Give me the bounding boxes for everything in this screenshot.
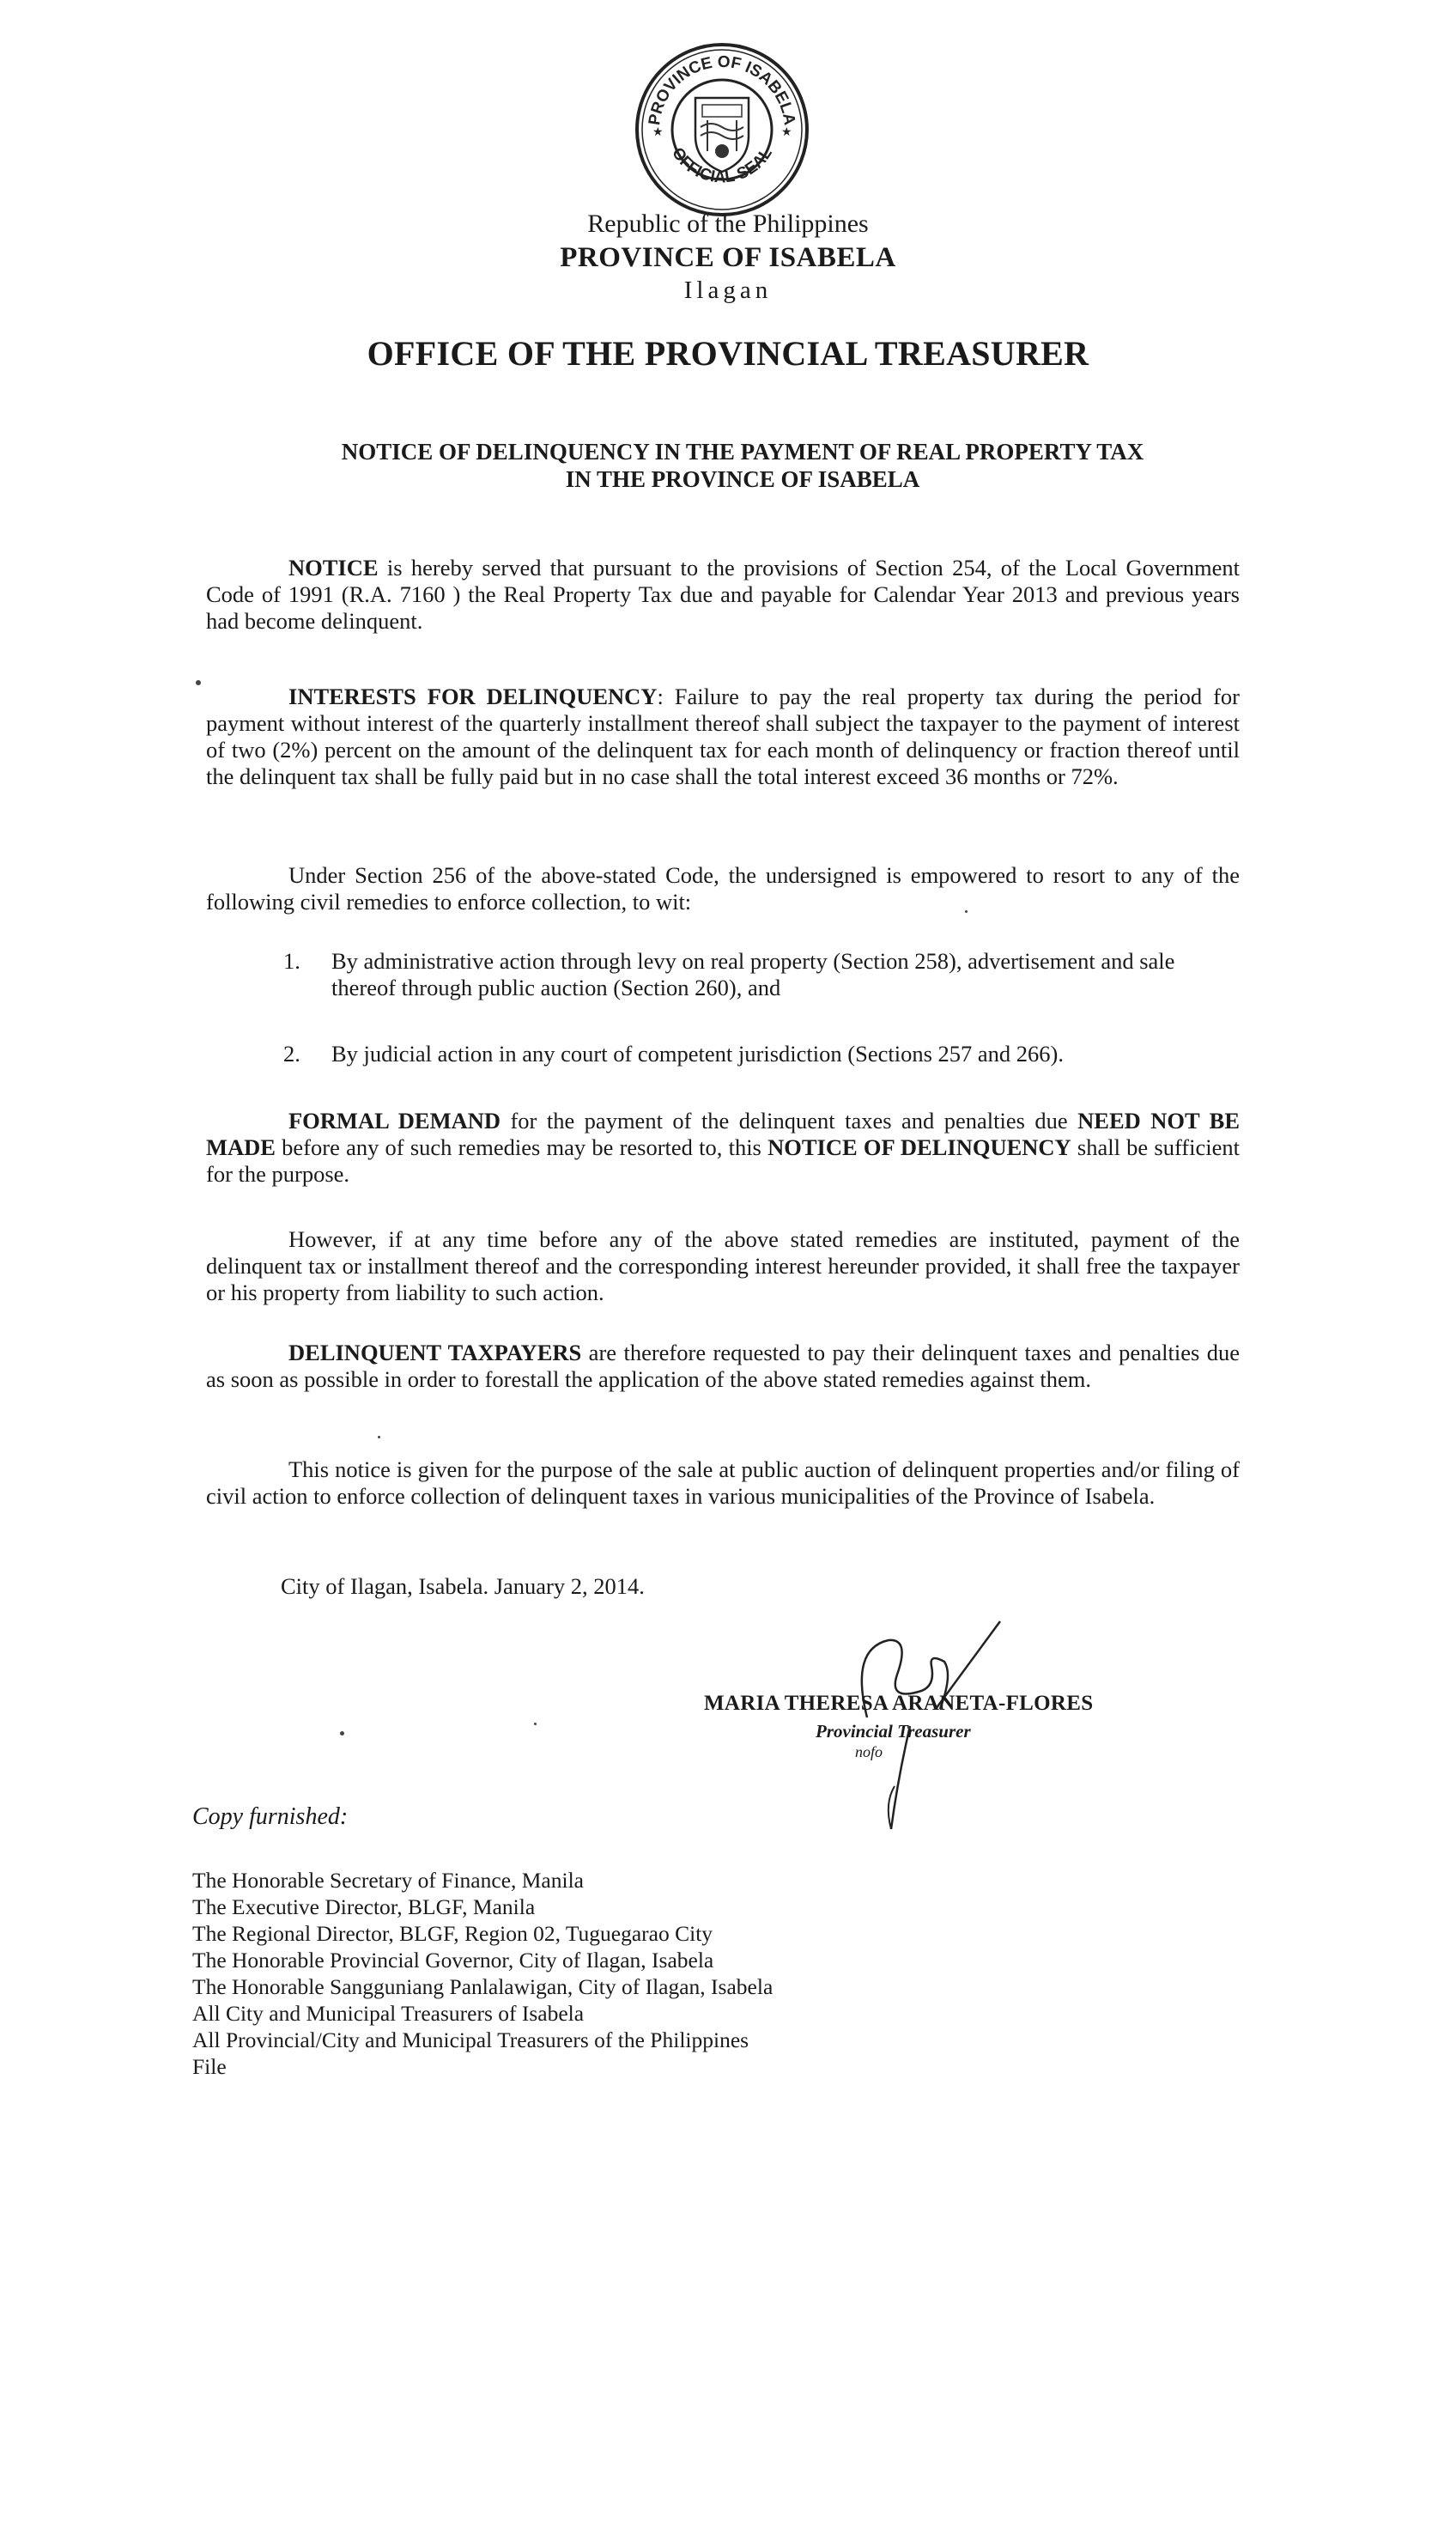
speck — [965, 910, 968, 913]
province-seal-icon — [634, 41, 810, 218]
signer-title: Provincial Treasurer — [816, 1721, 971, 1742]
list-item: The Regional Director, BLGF, Region 02, Tuguegarao City — [192, 1921, 713, 1946]
remedy-item — [283, 1041, 1240, 1067]
paragraph-text: before any of such remedies may be resorted to, this — [275, 1134, 768, 1160]
list-item: File — [192, 2054, 227, 2079]
signer-name: MARIA THERESA ARANETA-FLORES — [704, 1692, 1094, 1715]
paragraph-notice — [206, 555, 1240, 635]
list-item: The Honorable Secretary of Finance, Manila — [192, 1868, 584, 1893]
bold-lead: DELINQUENT TAXPAYERS — [288, 1340, 582, 1365]
bold-lead: FORMAL DEMAND — [288, 1108, 501, 1134]
list-item: The Honorable Sangguniang Panlalawigan, City of Ilagan, Isabela — [192, 1974, 774, 1999]
svg-text:★: ★ — [781, 126, 792, 139]
office-title: OFFICE OF THE PROVINCIAL TREASURER — [367, 334, 1089, 373]
remedy-number: 1. — [283, 948, 300, 974]
list-item: The Executive Director, BLGF, Manila — [192, 1894, 536, 1919]
bold-phrase: NEED NOT BE MADE — [206, 1108, 1240, 1160]
province-name: PROVINCE OF ISABELA — [560, 242, 896, 273]
paragraph-delinquent-taxpayers — [206, 1340, 1240, 1393]
signer-initials: nofo — [855, 1743, 883, 1760]
list-item: All City and Municipal Treasurers of Isabela — [192, 2001, 585, 2026]
copy-furnished-label: Copy furnished: — [192, 1803, 349, 1830]
list-item: The Honorable Provincial Governor, City of Ilagan, Isabela — [192, 1948, 714, 1973]
speck — [340, 1731, 344, 1736]
paragraph-however: However, if at any time before any of the above stated remedies are instituted, payment of the delinquent tax or installment thereof and the corresponding interest hereunder provided, it shall free the taxpayer or his property from liability to such action. — [206, 1226, 1240, 1305]
svg-text:★: ★ — [652, 126, 664, 139]
paragraph-remedies-intro: Under Section 256 of the above-stated Code, the undersigned is empowered to resort to any of the following civil remedies to enforce collection, to wit: — [206, 862, 1240, 915]
paragraph-text: are therefore requested to pay their delinquent taxes and penalties due as soon as possible in order to forestall the application of the above stated remedies against them. — [206, 1340, 1240, 1392]
city-name: Ilagan — [683, 277, 773, 304]
notice-title — [249, 438, 1236, 493]
copy-furnished-list — [192, 1867, 773, 2080]
list-item: All Provincial/City and Municipal Treasurers of the Philippines — [192, 2027, 749, 2052]
remedy-text: By administrative action through levy on real property (Section 258), advertisement and sale thereof through public auction (Section 260), and — [331, 948, 1175, 1000]
notice-title-line-1: NOTICE OF DELINQUENCY IN THE PAYMENT OF REAL PROPERTY TAX — [341, 439, 1144, 465]
dateline: City of Ilagan, Isabela. January 2, 2014. — [281, 1573, 645, 1599]
notice-title-line-2: IN THE PROVINCE OF ISABELA — [565, 466, 920, 492]
seal-bottom-text: OFFICIAL SEAL — [668, 144, 776, 187]
paragraph-text: is hereby served that pursuant to the provisions of Section 254, of the Local Government Code of 1991 (R.A. 7160 ) the Real Property Tax due and payable for Calendar Year 2013 and previous years had become delinquent. — [206, 555, 1240, 634]
republic-line: Republic of the Philippines — [587, 210, 869, 238]
paragraph-formal-demand — [206, 1108, 1240, 1188]
paragraph-text: shall be sufficient for the purpose. — [206, 1134, 1240, 1187]
bold-phrase: NOTICE OF DELINQUENCY — [767, 1134, 1071, 1160]
signature-block — [704, 1614, 1185, 1838]
remedy-text: By judicial action in any court of competent jurisdiction (Sections 257 and 266). — [331, 1041, 1064, 1067]
paragraph-text: : Failure to pay the real property tax during the period for payment without interest of the quarterly installment thereof shall subject the taxpayer to the payment of interest of two (2%) percent on the amount of the delinquent tax for each month of delinquency or fraction thereof until the delinquent tax shall be fully paid but in no case shall the total interest exceed 36 months or 72%. — [206, 684, 1240, 789]
remedy-item — [283, 948, 1240, 1001]
speck — [378, 1436, 380, 1438]
remedy-number: 2. — [283, 1041, 300, 1067]
bold-lead: NOTICE — [288, 555, 379, 581]
seal-top-text: PROVINCE OF ISABELA — [646, 52, 798, 127]
speck — [534, 1723, 537, 1725]
paragraph-text: for the payment of the delinquent taxes and penalties due — [500, 1108, 1078, 1134]
bold-lead: INTERESTS FOR DELINQUENCY — [288, 684, 658, 709]
speck — [196, 680, 201, 685]
paragraph-purpose: This notice is given for the purpose of the sale at public auction of delinquent properties and/or filing of civil action to enforce collection of delinquent taxes in various municipalities of the Province of Isabela. — [206, 1456, 1240, 1509]
paragraph-interests — [206, 684, 1240, 790]
